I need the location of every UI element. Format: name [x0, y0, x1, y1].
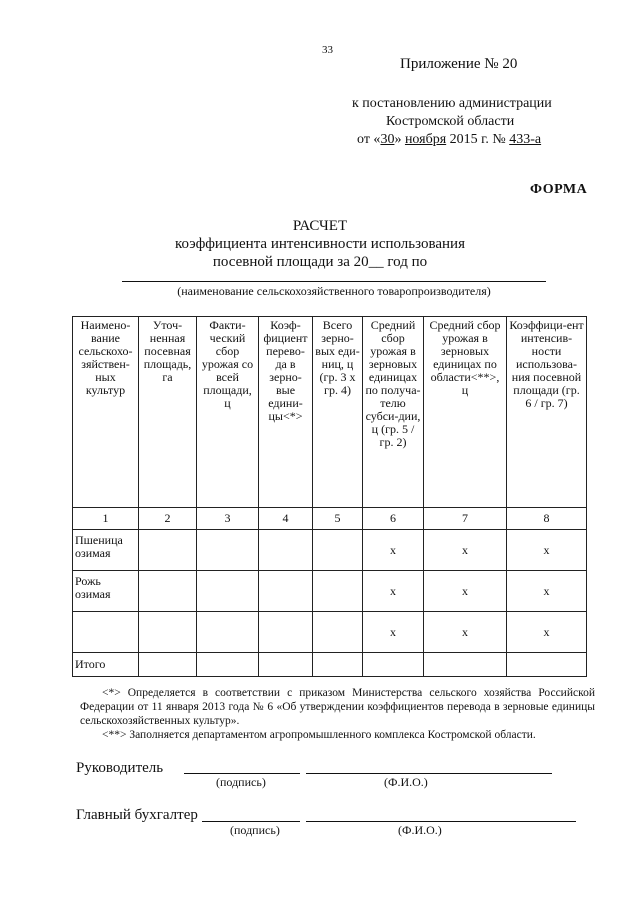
- form-label: ФОРМА: [530, 182, 588, 197]
- date-day: 30: [380, 132, 395, 147]
- appendix-title: Приложение № 20: [400, 56, 518, 72]
- head-name-hint: (Ф.И.О.): [384, 775, 428, 789]
- col-number: 2: [139, 508, 197, 530]
- col-number: 5: [313, 508, 363, 530]
- table-cell: [259, 612, 313, 653]
- header-row: [73, 317, 587, 508]
- table-cell: [313, 530, 363, 571]
- resolution-date-line: [357, 132, 541, 148]
- col-header-avg-recipient: Средний сбор урожая в зерновых единицах по получа-телю субси-дии, ц (гр. 5 / гр. 2): [363, 317, 424, 508]
- accountant-signature-label: Главный бухгалтер: [76, 807, 198, 823]
- col-number: 8: [507, 508, 587, 530]
- table-cell: [259, 571, 313, 612]
- calc-title: РАСЧЕТ: [292, 218, 348, 234]
- table-cell: х: [507, 571, 587, 612]
- table-cell: [424, 653, 507, 677]
- table-row: [73, 571, 587, 612]
- col-number: 6: [363, 508, 424, 530]
- col-header-harvest: Факти-ческий сбор урожая со всей площади, ц: [197, 317, 259, 508]
- resolution-line-1: к постановлению администрации: [352, 96, 552, 111]
- producer-name-line: [122, 281, 546, 282]
- table-cell: х: [507, 612, 587, 653]
- producer-hint: (наименование сельскохозяйственного товаропроизводителя): [177, 284, 491, 298]
- table-cell: [139, 612, 197, 653]
- table-cell: [197, 653, 259, 677]
- table-cell: [313, 653, 363, 677]
- table-cell: [197, 571, 259, 612]
- accountant-sign-hint: (подпись): [230, 823, 280, 837]
- col-number: 3: [197, 508, 259, 530]
- table-cell: [313, 571, 363, 612]
- table-cell: [139, 653, 197, 677]
- head-name-line: [306, 773, 552, 774]
- table-row: [73, 530, 587, 571]
- table-cell: [313, 612, 363, 653]
- footnote-2: <**> Заполняется департаментом агропромышленного комплекса Костромской области.: [102, 729, 536, 741]
- date-prefix: от «: [357, 132, 381, 147]
- table-cell: [197, 530, 259, 571]
- col-number: 1: [73, 508, 139, 530]
- total-row: [73, 653, 587, 677]
- calc-subtitle-1: коэффициента интенсивности использования: [175, 236, 465, 252]
- crop-name-cell: Рожь озимая: [73, 571, 139, 612]
- table-cell: [259, 530, 313, 571]
- table-cell: х: [363, 612, 424, 653]
- table-cell: [139, 530, 197, 571]
- date-month: ноября: [404, 132, 447, 147]
- table-cell: х: [424, 530, 507, 571]
- table-cell: [363, 653, 424, 677]
- table-cell: х: [424, 571, 507, 612]
- col-header-avg-region: Средний сбор урожая в зерновых единицах по области<**>, ц: [424, 317, 507, 508]
- accountant-name-line: [306, 821, 576, 822]
- table-cell: [139, 571, 197, 612]
- total-label: Итого: [73, 653, 139, 677]
- col-header-area: Уточ-ненная посевная площадь, га: [139, 317, 197, 508]
- table-cell: [197, 612, 259, 653]
- col-header-coefficient: Коэф-фициент перево-да в зерно-вые едини-цы<*>: [259, 317, 313, 508]
- table-cell: [259, 653, 313, 677]
- column-number-row: [73, 508, 587, 530]
- table-cell: [507, 653, 587, 677]
- table-cell: х: [363, 530, 424, 571]
- resolution-line-2: Костромской области: [386, 114, 515, 129]
- accountant-signature-line: [202, 821, 300, 822]
- crop-name-cell: [73, 612, 139, 653]
- table-cell: х: [507, 530, 587, 571]
- col-number: 4: [259, 508, 313, 530]
- accountant-name-hint: (Ф.И.О.): [398, 823, 442, 837]
- table-cell: х: [424, 612, 507, 653]
- footnote-1: <*> Определяется в соответствии с приказом Министерства сельского хозяйства Российской Федерации от 11 января 2013 года № 6 «Об утверждении коэффициентов перевода в зерновые единицы сельскохозяйственных культур».: [80, 687, 595, 727]
- col-header-grain-units: Всего зерно-вых еди-ниц, ц (гр. 3 х гр. 4): [313, 317, 363, 508]
- page-number: 33: [322, 44, 333, 56]
- table-cell: х: [363, 571, 424, 612]
- table-row: [73, 612, 587, 653]
- resolution-number: 433-а: [509, 132, 542, 147]
- head-signature-line: [184, 773, 300, 774]
- head-signature-label: Руководитель: [76, 760, 164, 776]
- calculation-table: [72, 316, 587, 677]
- col-number: 7: [424, 508, 507, 530]
- date-year: 2015 г. №: [446, 132, 510, 147]
- head-sign-hint: (подпись): [216, 775, 266, 789]
- crop-name-cell: Пшеница озимая: [73, 530, 139, 571]
- calc-subtitle-2: посевной площади за 20__ год по: [212, 254, 428, 270]
- col-header-crop: Наимено-вание сельскохо-зяйствен-ных культур: [73, 317, 139, 508]
- date-mid: »: [394, 132, 405, 147]
- col-header-intensity: Коэффици-ент интенсив-ности использова-ния посевной площади (гр. 6 / гр. 7): [507, 317, 587, 508]
